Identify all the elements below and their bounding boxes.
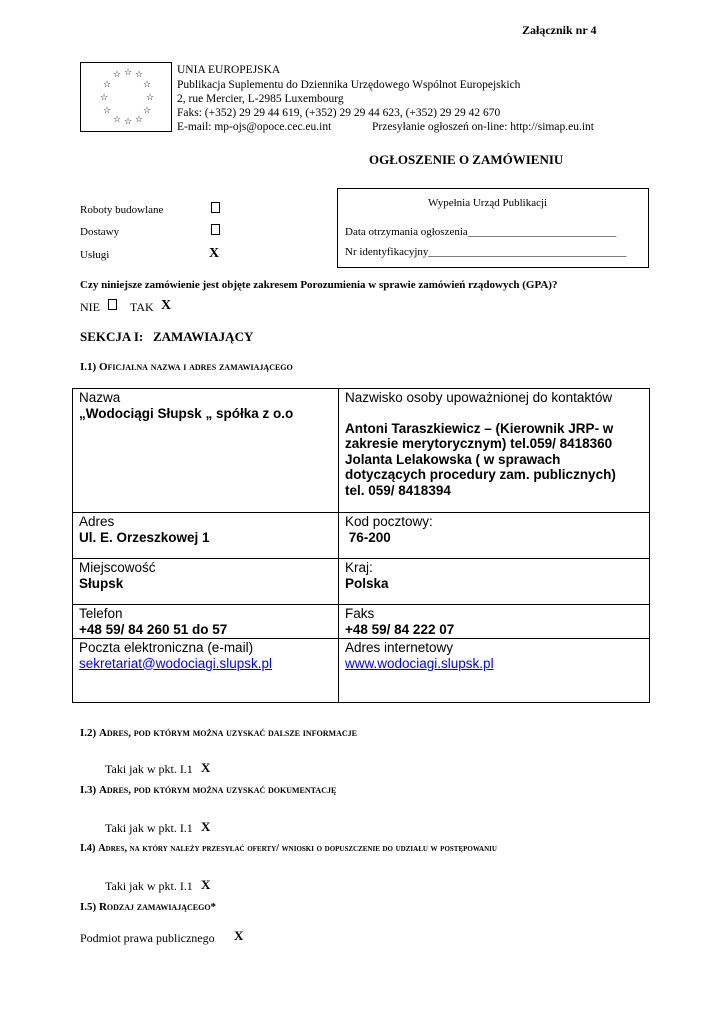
country-cell: [339, 559, 650, 605]
contact-line-2: zakresie merytorycznym) tel.059/ 8418360: [345, 436, 613, 451]
gpa-no-checkbox[interactable]: [108, 299, 117, 310]
gpa-yes-label: TAK: [130, 300, 154, 314]
subsection-1-2-mark[interactable]: X: [201, 760, 211, 775]
publisher-line-4: Faks: (+352) 29 29 44 619, (+352) 29 29 44 623, (+352) 29 29 42 670: [177, 107, 501, 119]
phone-label: Telefon: [79, 606, 123, 621]
subsection-1-5-heading: [80, 901, 216, 913]
subsection-1-3-same-as: Taki jak w pkt. I.1: [105, 821, 193, 835]
publisher-online: Przesyłanie ogłoszeń on-line: http://simap.eu.int: [372, 121, 594, 133]
subsection-1-3-number: I.3): [80, 784, 99, 796]
name-cell: [73, 389, 339, 513]
subsection-1-2-number: I.2): [80, 727, 99, 739]
publisher-line-2: Publikacja Suplementu do Dziennika Urzędowego Wspólnot Europejskich: [177, 79, 521, 91]
fax-cell: [339, 605, 650, 639]
subsection-1-3-mark[interactable]: X: [201, 819, 211, 834]
city-value: Słupsk: [79, 575, 124, 591]
gpa-no-label: NIE: [80, 300, 100, 314]
email-label: Poczta elektroniczna (e-mail): [79, 640, 254, 655]
contact-cell: [339, 389, 650, 513]
postal-label: Kod pocztowy:: [345, 514, 433, 529]
section-1-title: SEKCJA I: ZAMAWIAJĄCY: [80, 329, 254, 344]
office-id-number: Nr identyfikacyjny____________________________________: [345, 246, 627, 258]
office-box-title: Wypełnia Urząd Publikacji: [428, 197, 548, 209]
publication-office-box: [337, 188, 649, 268]
subsection-1-1-title: Oficjalna nazwa i adres zamawiającego: [98, 361, 293, 373]
subsection-1-1-heading: [80, 361, 293, 373]
subsection-1-4-same-as: Taki jak w pkt. I.1: [105, 879, 193, 893]
publisher-line-3: 2, rue Mercier, L-2985 Luxembourg: [177, 93, 344, 105]
email-cell: [73, 639, 339, 703]
address-value: Ul. E. Orzeszkowej 1: [79, 529, 210, 545]
subsection-1-2-title: Adres, pod którym można uzyskać dalsze informacje: [98, 727, 357, 739]
category-works-checkbox[interactable]: [211, 202, 220, 213]
email-link[interactable]: sekretariat@wodociagi.slupsk.pl: [79, 655, 273, 671]
website-link[interactable]: www.wodociagi.slupsk.pl: [345, 655, 494, 671]
country-value: Polska: [345, 575, 389, 591]
web-label: Adres internetowy: [345, 640, 454, 655]
subsection-1-4-number: I.4): [80, 843, 99, 854]
office-received-date: Data otrzymania ogłoszenia___________________________: [345, 226, 617, 238]
subsection-1-1-number: I.1): [80, 361, 99, 373]
contracting-authority-table: [72, 388, 650, 703]
phone-value: +48 59/ 84 260 51 do 57: [79, 621, 228, 637]
subsection-1-4-mark[interactable]: X: [201, 877, 211, 892]
subsection-1-4-title: Adres, na który należy przesyłać oferty/ wnioski o dopuszczenie do udziału w postępowaniu: [98, 843, 497, 854]
subsection-1-3-heading: [80, 784, 336, 796]
name-label: Nazwa: [79, 390, 121, 405]
category-services-mark[interactable]: X: [209, 246, 220, 261]
subsection-1-5-title: Rodzaj zamawiającego*: [98, 901, 217, 913]
country-label: Kraj:: [345, 560, 373, 575]
fax-value: +48 59/ 84 222 07: [345, 621, 455, 637]
eu-logo: ☆ ☆ ☆ ☆ ☆ ☆ ☆ ☆ ☆ ☆ ☆ ☆: [80, 62, 172, 132]
category-label-supplies: Dostawy: [80, 226, 120, 238]
contact-line-3: Jolanta Lelakowska ( w sprawach: [345, 451, 561, 467]
subsection-1-3-title: Adres, pod którym można uzyskać dokumentację: [98, 784, 337, 796]
contact-line-4: dotyczących procedury zam. publicznych): [345, 467, 616, 482]
category-label-works: Roboty budowlane: [80, 204, 164, 216]
fax-label: Faks: [345, 606, 375, 621]
subsection-1-5-number: I.5): [80, 901, 99, 913]
category-supplies-checkbox[interactable]: [211, 224, 220, 235]
address-label: Adres: [79, 514, 115, 529]
page-title: OGŁOSZENIE O ZAMÓWIENIU: [369, 152, 564, 167]
subsection-1-4-heading: [80, 843, 497, 854]
city-label: Miejscowość: [79, 560, 156, 575]
gpa-question: Czy niniejsze zamówienie jest objęte zakresem Porozumienia w sprawie zamówień rządowych (GPA)?: [80, 279, 558, 291]
postal-cell: [339, 513, 650, 559]
annex-label: Załącznik nr 4: [522, 23, 597, 37]
authority-type-value: Podmiot prawa publicznego: [80, 931, 215, 945]
postal-value: 76-200: [345, 529, 391, 545]
contact-line-1: Antoni Taraszkiewicz – (Kierownik JRP- w: [345, 420, 614, 436]
name-value: „Wodociągi Słupsk „ spółka z o.o: [79, 405, 294, 421]
publisher-line-1: UNIA EUROPEJSKA: [177, 64, 281, 76]
city-cell: [73, 559, 339, 605]
authority-type-mark[interactable]: X: [234, 928, 244, 943]
contact-line-5: tel. 059/ 8418394: [345, 482, 451, 498]
subsection-1-2-heading: [80, 727, 357, 739]
category-label-services: Usługi: [80, 249, 110, 261]
web-cell: [339, 639, 650, 703]
subsection-1-2-same-as: Taki jak w pkt. I.1: [105, 762, 193, 776]
phone-cell: [73, 605, 339, 639]
contact-label: Nazwisko osoby upoważnionej do kontaktów: [345, 390, 613, 405]
address-cell: [73, 513, 339, 559]
gpa-yes-mark[interactable]: X: [161, 298, 172, 313]
publisher-email: E-mail: mp-ojs@opoce.cec.eu.int: [177, 121, 332, 133]
